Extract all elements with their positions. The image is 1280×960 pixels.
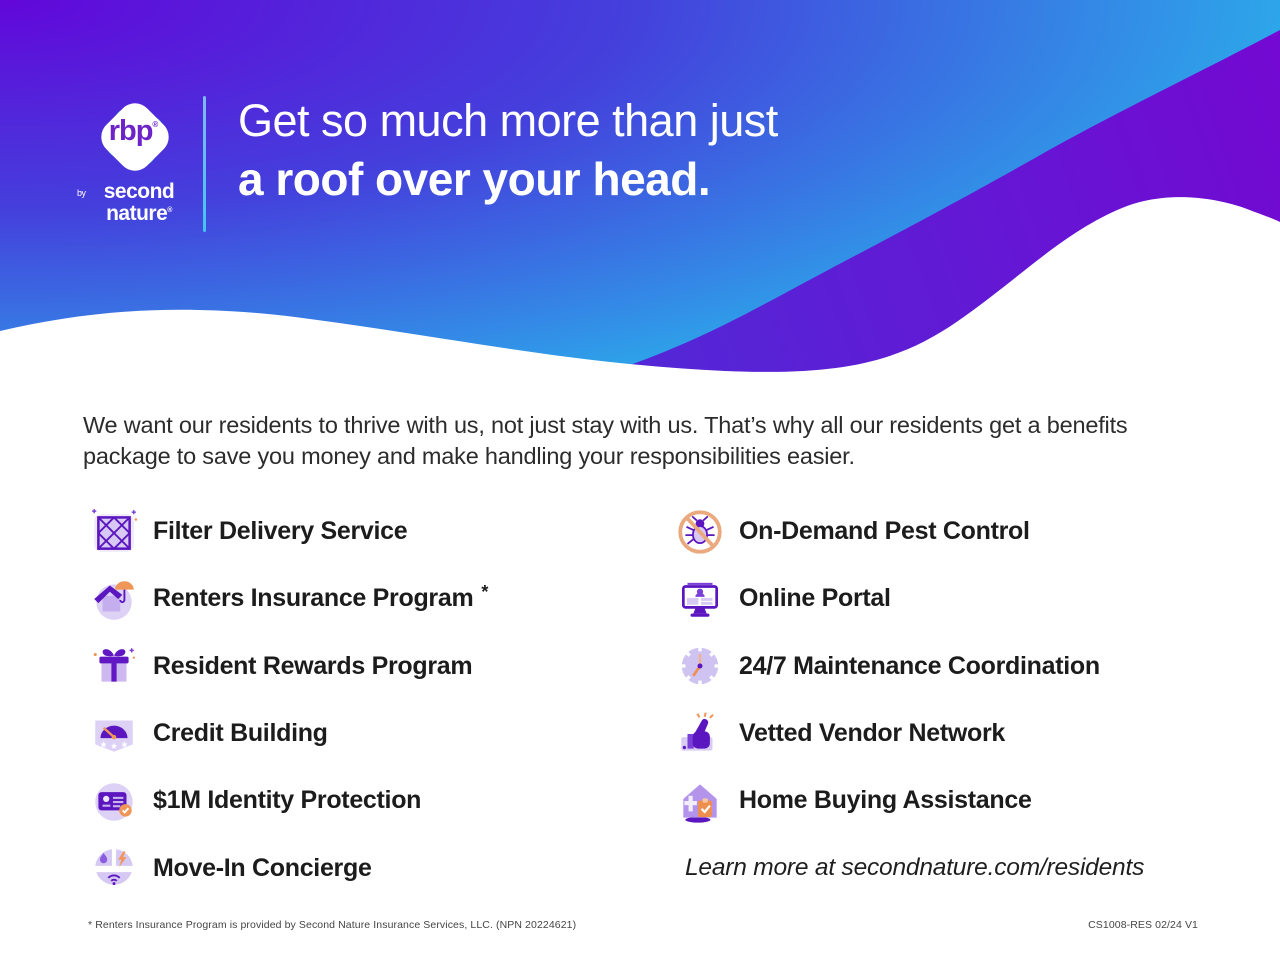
umbrella-house-icon: [89, 574, 139, 624]
benefit-label: Filter Delivery Service: [153, 517, 408, 546]
home-checklist-icon: [675, 776, 725, 826]
benefit-row-filter-delivery: [89, 498, 488, 565]
benefit-row-credit-building: [89, 700, 488, 767]
id-card-shield-icon: [89, 776, 139, 826]
benefit-row-online-portal: [675, 565, 1144, 632]
benefit-asterisk: *: [481, 582, 489, 603]
second-nature-wordmark: by second nature®: [77, 180, 175, 225]
benefit-label: Online Portal: [739, 584, 891, 613]
benefit-row-renters-insurance: [89, 565, 488, 632]
benefits-column-left: [89, 498, 488, 902]
headline: [238, 92, 778, 208]
benefit-label: $1M Identity Protection: [153, 786, 422, 815]
insurance-footnote: * Renters Insurance Program is provided by Second Nature Insurance Services, LLC. (NPN 20224621): [88, 919, 577, 931]
clock-icon: [675, 641, 725, 691]
document-code: CS1008-RES 02/24 V1: [1088, 919, 1198, 931]
benefit-label: Move-In Concierge: [153, 853, 372, 882]
learn-more-text: Learn more at secondnature.com/residents: [685, 854, 1145, 882]
headline-line-1: Get so much more than just: [238, 95, 778, 146]
benefit-row-maintenance: [675, 633, 1144, 700]
rbp-logo-text: rbp ®: [108, 114, 158, 147]
benefit-row-pest-control: [675, 498, 1144, 565]
benefits-column-right: [675, 498, 1144, 902]
headline-line-2: a roof over your head.: [238, 153, 711, 205]
nature-reg-mark: ®: [167, 207, 172, 214]
benefit-row-identity-protection: [89, 767, 488, 834]
benefit-row-vendor-network: [675, 700, 1144, 767]
benefit-row-resident-rewards: [89, 633, 488, 700]
learn-more-row: [675, 834, 1144, 901]
air-filter-icon: [89, 507, 139, 557]
no-bug-icon: [675, 507, 725, 557]
header-divider-line: [203, 96, 206, 232]
benefit-row-home-buying: [675, 767, 1144, 834]
utilities-wheel-icon: [89, 843, 139, 893]
thumbs-up-icon: [675, 709, 725, 759]
benefit-label: 24/7 Maintenance Coordination: [739, 651, 1100, 680]
benefit-label: Home Buying Assistance: [739, 786, 1032, 815]
byline-by: by: [77, 188, 86, 198]
benefit-label: Renters Insurance Program: [153, 584, 474, 613]
credit-gauge-icon: [89, 709, 139, 759]
benefit-label: Resident Rewards Program: [153, 651, 473, 680]
rbp-reg-mark: ®: [152, 119, 158, 129]
benefit-label: On-Demand Pest Control: [739, 517, 1030, 546]
monitor-portal-icon: [675, 574, 725, 624]
benefit-label: Credit Building: [153, 719, 328, 748]
benefit-row-move-in-concierge: [89, 834, 488, 901]
intro-paragraph: We want our residents to thrive with us, not just stay with us. That’s why all our residents get a benefits package to save you money and make handling your responsibilities easier.: [83, 412, 1128, 469]
gift-box-icon: [89, 641, 139, 691]
benefit-label: Vetted Vendor Network: [739, 719, 1005, 748]
